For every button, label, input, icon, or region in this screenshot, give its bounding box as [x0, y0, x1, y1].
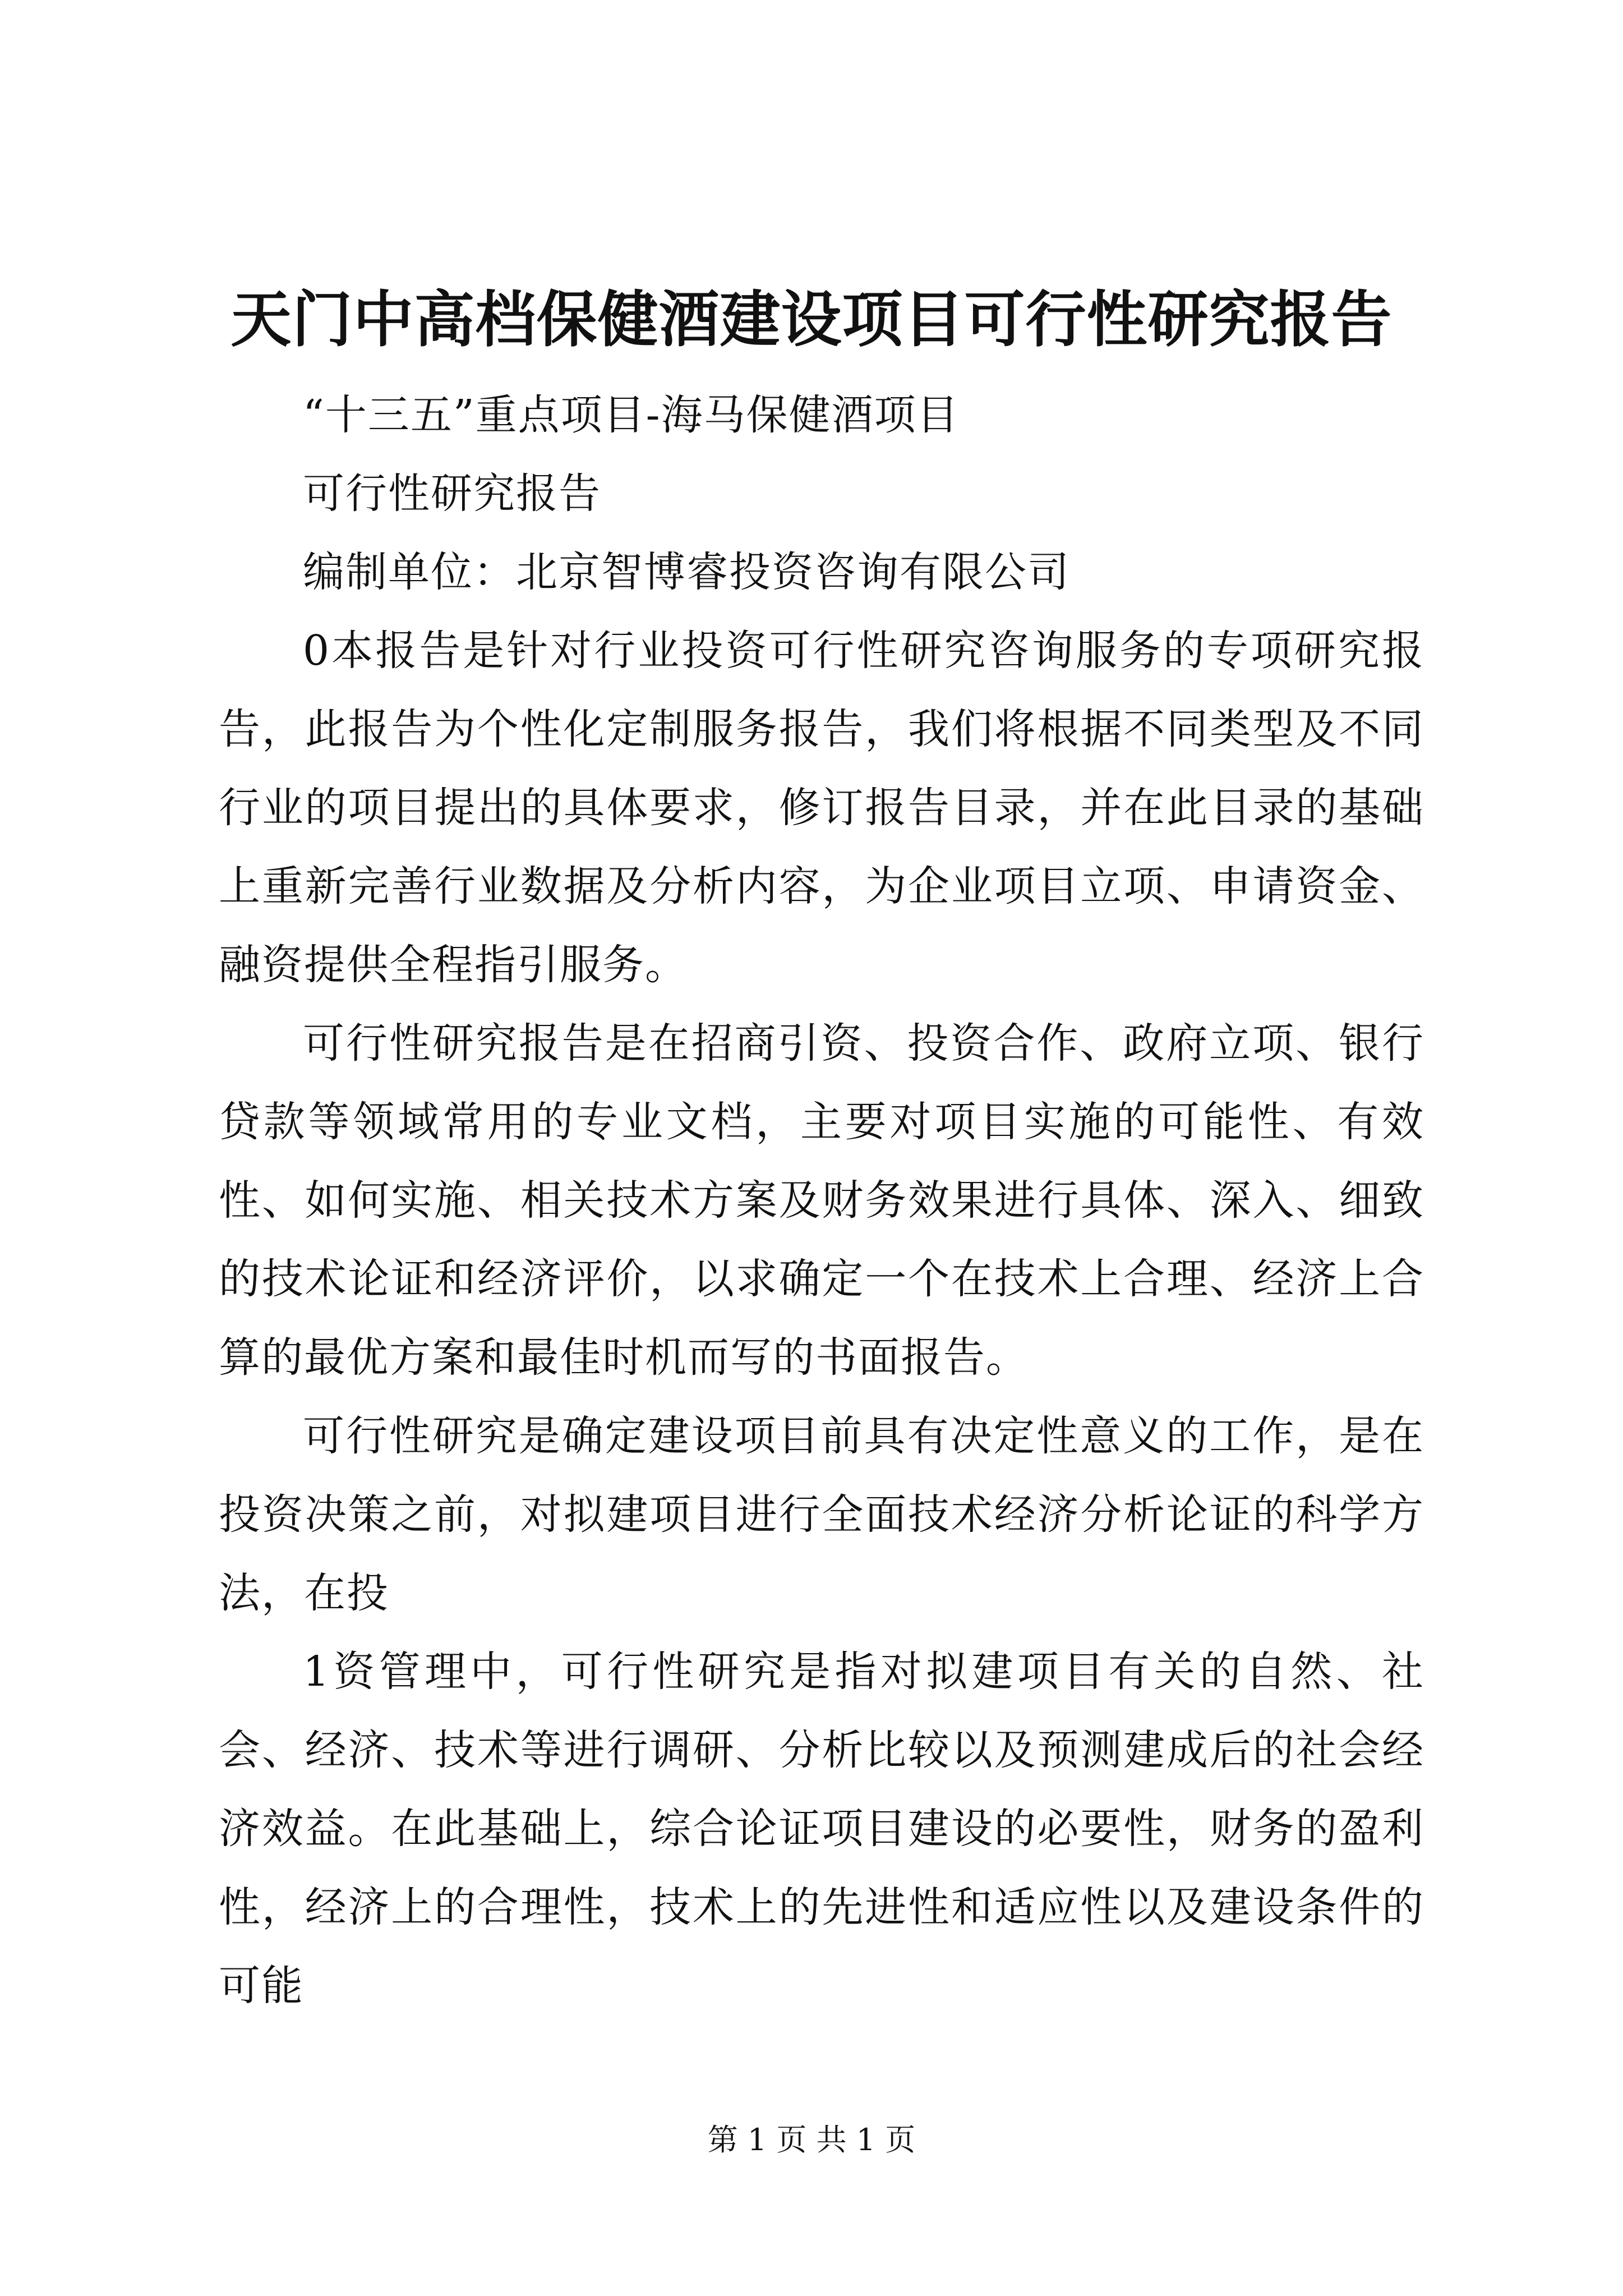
document-body — [219, 376, 1424, 2025]
document-title: 天门中高档保健酒建设项目可行性研究报告 — [230, 284, 1393, 355]
page-footer: 第 1 页 共 1 页 — [707, 2122, 916, 2157]
compiler-paragraph: 编制单位：北京智博睿投资咨询有限公司 — [303, 548, 1070, 596]
body-paragraph: 可行性研究报告是在招商引资、投资合作、政府立项、银行贷款等领域常用的专业文档，主要对项目实施的可能性、有效性、如何实施、相关技术方案及财务效果进行具体、深入、细致的技术论证和经济评价，以求确定一个在技术上合理、经济上合算的最优方案和最佳时机而写的书面报告。 — [219, 1019, 1424, 1382]
body-paragraph: 可行性研究是确定建设项目前具有决定性意义的工作，是在投资决策之前，对拟建项目进行全面技术经济分析论证的科学方法，在投 — [219, 1412, 1424, 1617]
subtitle-paragraph: “十三五”重点项目-海马保健酒项目 — [303, 391, 960, 439]
report-type-paragraph: 可行性研究报告 — [303, 470, 601, 518]
body-paragraph: 0本报告是针对行业投资可行性研究咨询服务的专项研究报告，此报告为个性化定制服务报告，我们将根据不同类型及不同行业的项目提出的具体要求，修订报告目录，并在此目录的基础上重新完善行业数据及分析内容，为企业项目立项、申请资金、融资提供全程指引服务。 — [219, 627, 1424, 989]
body-paragraph: 1资管理中，可行性研究是指对拟建项目有关的自然、社会、经济、技术等进行调研、分析比较以及预测建成后的社会经济效益。在此基础上，综合论证项目建设的必要性，财务的盈利性，经济上的合理性，技术上的先进性和适应性以及建设条件的可能 — [219, 1648, 1424, 2010]
